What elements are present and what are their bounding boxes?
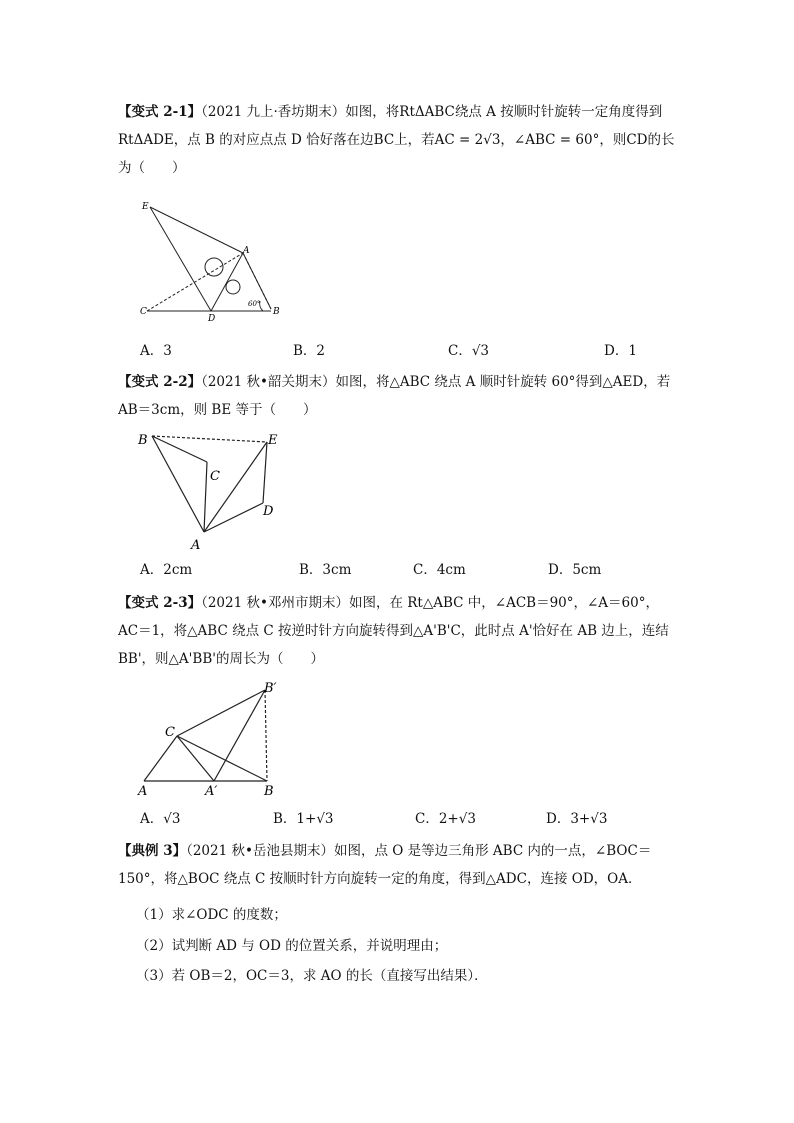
fig23-label-B: B — [264, 784, 274, 799]
figure-2-2 — [132, 428, 292, 553]
example-3-sub-1: （1）求∠ODC 的度数； — [136, 907, 287, 923]
option-2-2-a[interactable]: A．2cm — [140, 562, 193, 578]
option-2-1-a[interactable]: A．3 — [140, 343, 172, 359]
fig23-label-Bprime: B′ — [264, 681, 277, 696]
fig22-label-D: D — [263, 504, 274, 519]
option-2-1-b[interactable]: B．2 — [293, 343, 326, 359]
problem-2-3-text — [118, 589, 678, 673]
option-2-2-b[interactable]: B．3cm — [299, 562, 352, 578]
fig22-label-C: C — [210, 469, 220, 484]
option-2-1-d[interactable]: D．1 — [604, 343, 637, 359]
example-3-label: 【典例 3】 — [118, 843, 187, 859]
problem-2-2-label: 【变式 2-2】 — [118, 374, 202, 390]
fig23-label-A: A — [138, 784, 148, 799]
fig23-label-C: C — [165, 725, 175, 740]
figure-2-1 — [130, 195, 290, 330]
figure-2-3 — [132, 678, 292, 803]
fig21-label-E: E — [142, 202, 149, 212]
fig22-label-E: E — [268, 433, 278, 448]
option-2-2-d[interactable]: D．5cm — [548, 562, 602, 578]
fig21-label-D: D — [208, 314, 216, 324]
problem-2-2-text — [118, 368, 678, 424]
fig21-label-A: A — [243, 246, 250, 256]
problem-2-1-text — [118, 98, 678, 182]
fig23-label-Aprime: A′ — [205, 784, 218, 799]
problem-2-1-label: 【变式 2-1】 — [118, 104, 202, 120]
option-2-1-c[interactable]: C．√3 — [448, 343, 490, 359]
fig21-angle-label: 60° — [248, 300, 261, 308]
problem-2-3-body: （2021 秋•邓州市期末）如图，在 Rt△ABC 中，∠ACB＝90°，∠A＝60°，AC＝1，将△ABC 绕点 C 按逆时针方向旋转得到△A'B'C，此时点 A'恰好在 AB 边上，连结 BB'，则△A'BB'的周长为（ ） — [118, 595, 674, 667]
option-2-3-c[interactable]: C．2+√3 — [415, 811, 476, 827]
problem-2-1-body: （2021 九上·香坊期末）如图，将RtΔABC绕点 A 按顺时针旋转一定角度得到 RtΔADE，点 B 的对应点点 D 恰好落在边BC上，若AC = 2√3，∠ABC = 60°，则CD的长为（ ） — [118, 104, 675, 176]
example-3-sub-2: （2）试判断 AD 与 OD 的位置关系，并说明理由； — [136, 938, 448, 954]
option-2-2-c[interactable]: C．4cm — [413, 562, 466, 578]
option-2-3-a[interactable]: A．√3 — [140, 811, 181, 827]
fig21-label-B: B — [273, 307, 280, 317]
problem-2-3-label: 【变式 2-3】 — [118, 595, 202, 611]
option-2-3-b[interactable]: B．1+√3 — [273, 811, 334, 827]
option-2-3-d[interactable]: D．3+√3 — [546, 811, 608, 827]
example-3-text — [118, 837, 678, 893]
fig21-label-C: C — [140, 307, 147, 317]
fig22-label-B: B — [138, 433, 148, 448]
fig22-label-A: A — [191, 538, 201, 553]
example-3-sub-3: （3）若 OB＝2，OC＝3，求 AO 的长（直接写出结果）． — [136, 968, 488, 984]
problem-2-2-body: （2021 秋•韶关期末）如图，将△ABC 绕点 A 顺时针旋转 60°得到△AED，若 AB＝3cm，则 BE 等于（ ） — [118, 374, 675, 418]
example-3-body: （2021 秋•岳池县期末）如图，点 O 是等边三角形 ABC 内的一点，∠BOC＝150°，将△BOC 绕点 C 按顺时针方向旋转一定的角度，得到△ADC，连接 OD，OA． — [118, 843, 652, 887]
